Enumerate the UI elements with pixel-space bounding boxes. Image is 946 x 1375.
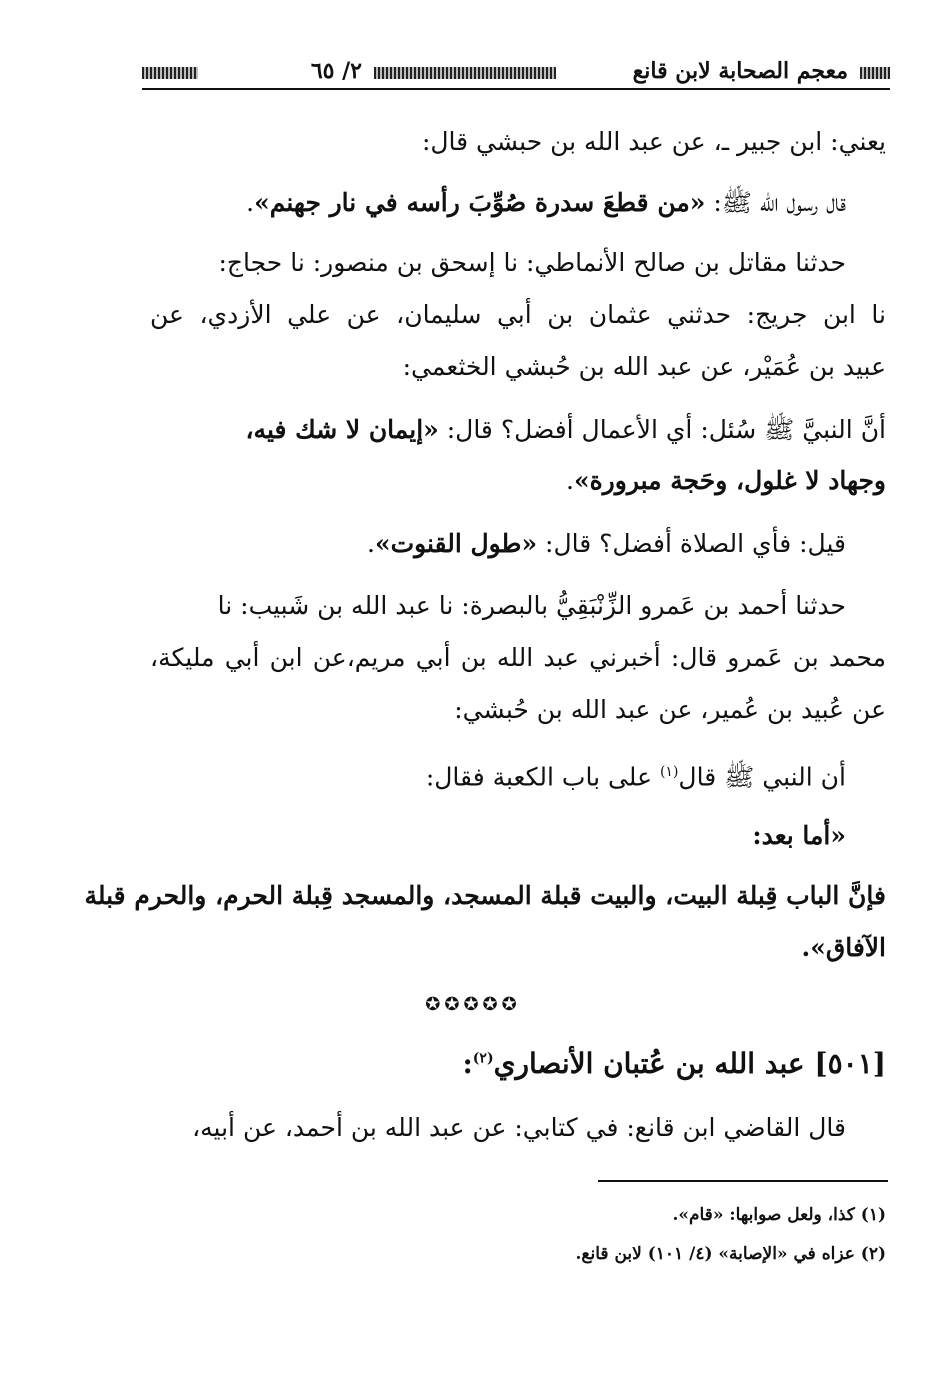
hadith-quote: «طول القنوت» xyxy=(374,529,538,558)
text-line: أنَّ النبيَّ ﷺ سُئل: أي الأعمال أفضل؟ قال: «إيمان لا شك فيه، xyxy=(245,415,886,444)
header-ornament-band xyxy=(860,67,890,79)
footnote: (٢) عزاه في «الإصابة» (٤/ ١٠١) لابن قانع. xyxy=(575,1244,886,1264)
text-line: نا ابن جريج: حدثني عثمان بن أبي سليمان، عن علي الأزدي، عن xyxy=(150,300,886,329)
page-number: ٢/ ٦٥ xyxy=(310,58,362,84)
text-line: قال القاضي ابن قانع: في كتابي: عن عبد الله بن أحمد، عن أبيه، xyxy=(192,1113,846,1142)
text-line: قال رسول الله ﷺ: «من قطعَ سدرة صُوِّبَ رأسه في نار جهنم». xyxy=(246,188,846,217)
text-line: وجهاد لا غلول، وحَجة مبرورة». xyxy=(566,466,886,495)
entry-heading: [٥٠١] عبد الله بن عُتبان الأنصاري$^{(٢)}$: xyxy=(462,1047,886,1080)
footnote: (١) كذا، ولعل صوابها: «قام». xyxy=(672,1205,886,1225)
text-line: يعني: ابن جبير ـ، عن عبد الله بن حبشي قال: xyxy=(421,127,886,156)
text-line: حدثنا مقاتل بن صالح الأنماطي: نا إسحق بن منصور: نا حجاج: xyxy=(218,248,846,277)
hadith-quote: وجهاد لا غلول، وحَجة مبرورة» xyxy=(573,466,886,495)
section-separator: ✪✪✪✪✪ xyxy=(425,994,521,1015)
text-line: عن عُبيد بن عُمير، عن عبد الله بن حُبشي: xyxy=(454,695,886,724)
text-line: «أما بعد: xyxy=(752,821,846,850)
hadith-quote: «إيمان لا شك فيه، xyxy=(245,415,439,444)
header-ornament-band xyxy=(374,67,556,79)
entry-number: [٥٠١] xyxy=(814,1047,886,1080)
text-line: أن النبي ﷺ قال$^{(١)}$ على باب الكعبة فقال: xyxy=(425,762,846,792)
hadith-quote: «من قطعَ سدرة صُوِّبَ رأسه في نار جهنم» xyxy=(254,188,706,217)
book-title: معجم الصحابة لابن قانع xyxy=(632,58,848,84)
text-line: عبيد بن عُمَيْر، عن عبد الله بن حُبشي الخثعمي: xyxy=(402,352,886,381)
header-rule xyxy=(142,88,890,90)
footnote-rule xyxy=(598,1180,888,1182)
text-line: الآفاق». xyxy=(801,933,886,962)
header-ornament-band xyxy=(142,67,198,79)
running-header xyxy=(142,58,890,88)
text-line: حدثنا أحمد بن عَمرو الزِّنْبَقِيُّ بالبصرة: نا عبد الله بن شَبيب: نا xyxy=(217,591,846,620)
text-line: محمد بن عَمرو قال: أخبرني عبد الله بن أبي مريم،عن ابن أبي مليكة، xyxy=(150,643,886,672)
footnote-marker[interactable]: (١) xyxy=(659,764,679,780)
footnote-marker[interactable]: (٢) xyxy=(472,1050,494,1067)
text-line: فإنَّ الباب قِبلة البيت، والبيت قبلة المسجد، والمسجد قِبلة الحرم، والحرم قبلة xyxy=(84,881,886,910)
entry-name: عبد الله بن عُتبان الأنصاري xyxy=(493,1047,815,1080)
text-line: قيل: فأي الصلاة أفضل؟ قال: «طول القنوت». xyxy=(366,529,846,558)
